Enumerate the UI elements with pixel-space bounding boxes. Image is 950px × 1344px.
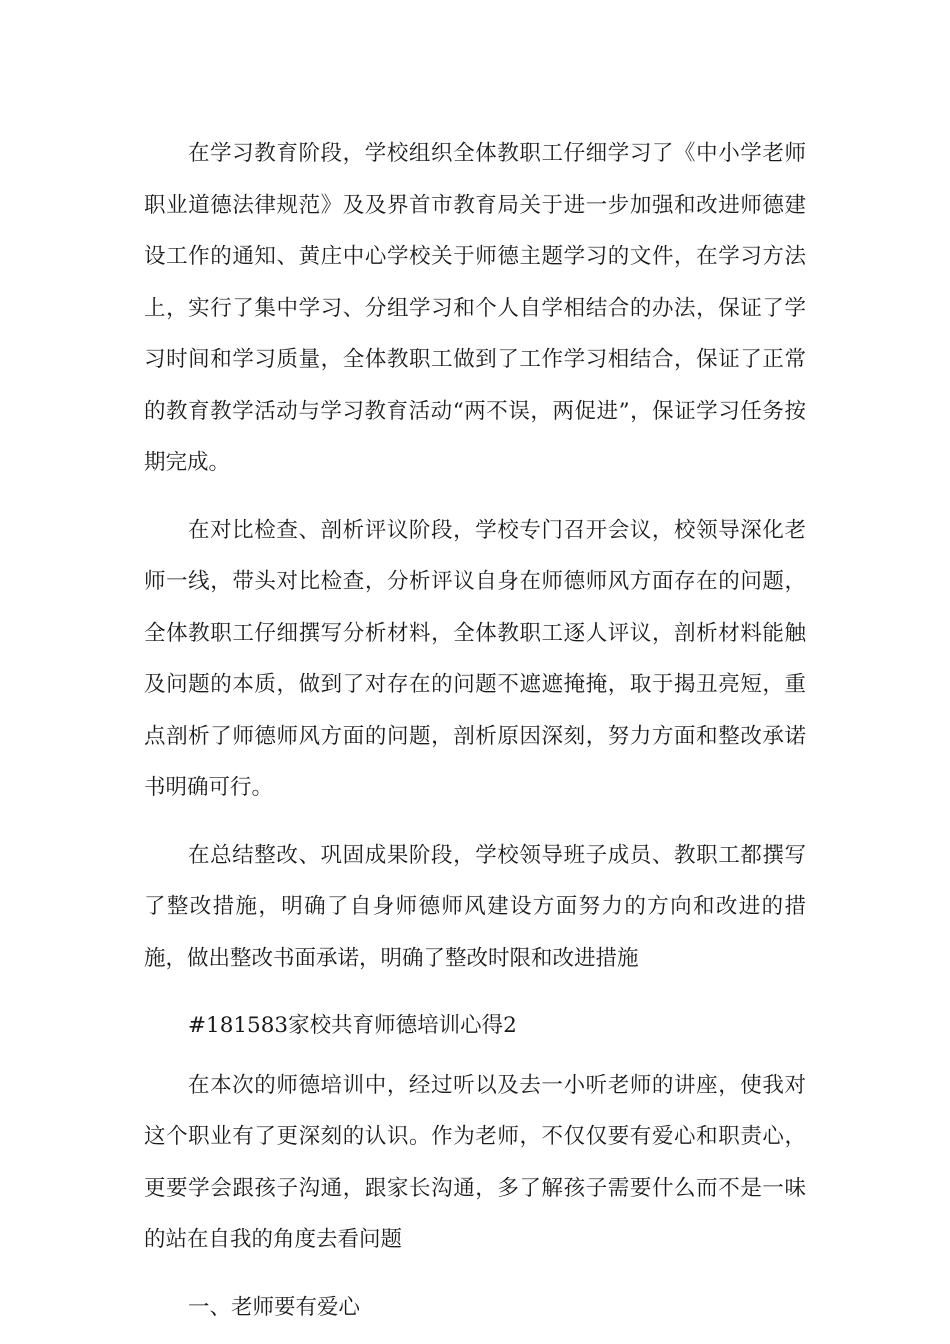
section-title: #181583家校共育师德培训心得2 [188, 1013, 517, 1038]
paragraph-review-stage: 在对比检查、剖析评议阶段，学校专门召开会议，校领导深化老师一线，带头对比检查，分析评议自身在师德师风方面存在的问题，全体教职工仔细撰写分析材料，全体教职工逐人评议，剖析材料能触及问题的本质，做到了对存在的问题不遮遮掩掩，取于揭丑亮短，重点剖析了师德师风方面的问题，剖析原因深刻，努力方面和整改承诺书明确可行。 [144, 517, 806, 800]
paragraph-training-intro: 在本次的师德培训中，经过听以及去一小听老师的讲座，使我对这个职业有了更深刻的认识。作为老师，不仅仅要有爱心和职责心，更要学会跟孩子沟通，跟家长沟通，多了解孩子需要什么而不是一味的站在自我的角度去看问题 [144, 1072, 806, 1252]
paragraph-study-stage: 在学习教育阶段，学校组织全体教职工仔细学习了《中小学老师职业道德法律规范》及及界首市教育局关于进一步加强和改进师德建设工作的通知、黄庄中心学校关于师德主题学习的文件，在学习方法上，实行了集中学习、分组学习和个人自学相结合的办法，保证了学习时间和学习质量，全体教职工做到了工作学习相结合，保证了正常的教育教学活动与学习教育活动“两不误，两促进”，保证学习任务按期完成。 [144, 141, 806, 475]
document-body [144, 128, 806, 1341]
paragraph-rectification-stage: 在总结整改、巩固成果阶段，学校领导班子成员、教职工都撰写了整改措施，明确了自身师德师风建设方面努力的方向和改进的措施，做出整改书面承诺，明确了整改时限和改进措施 [144, 842, 806, 971]
section-heading-love: 一、老师要有爱心 [188, 1294, 361, 1320]
